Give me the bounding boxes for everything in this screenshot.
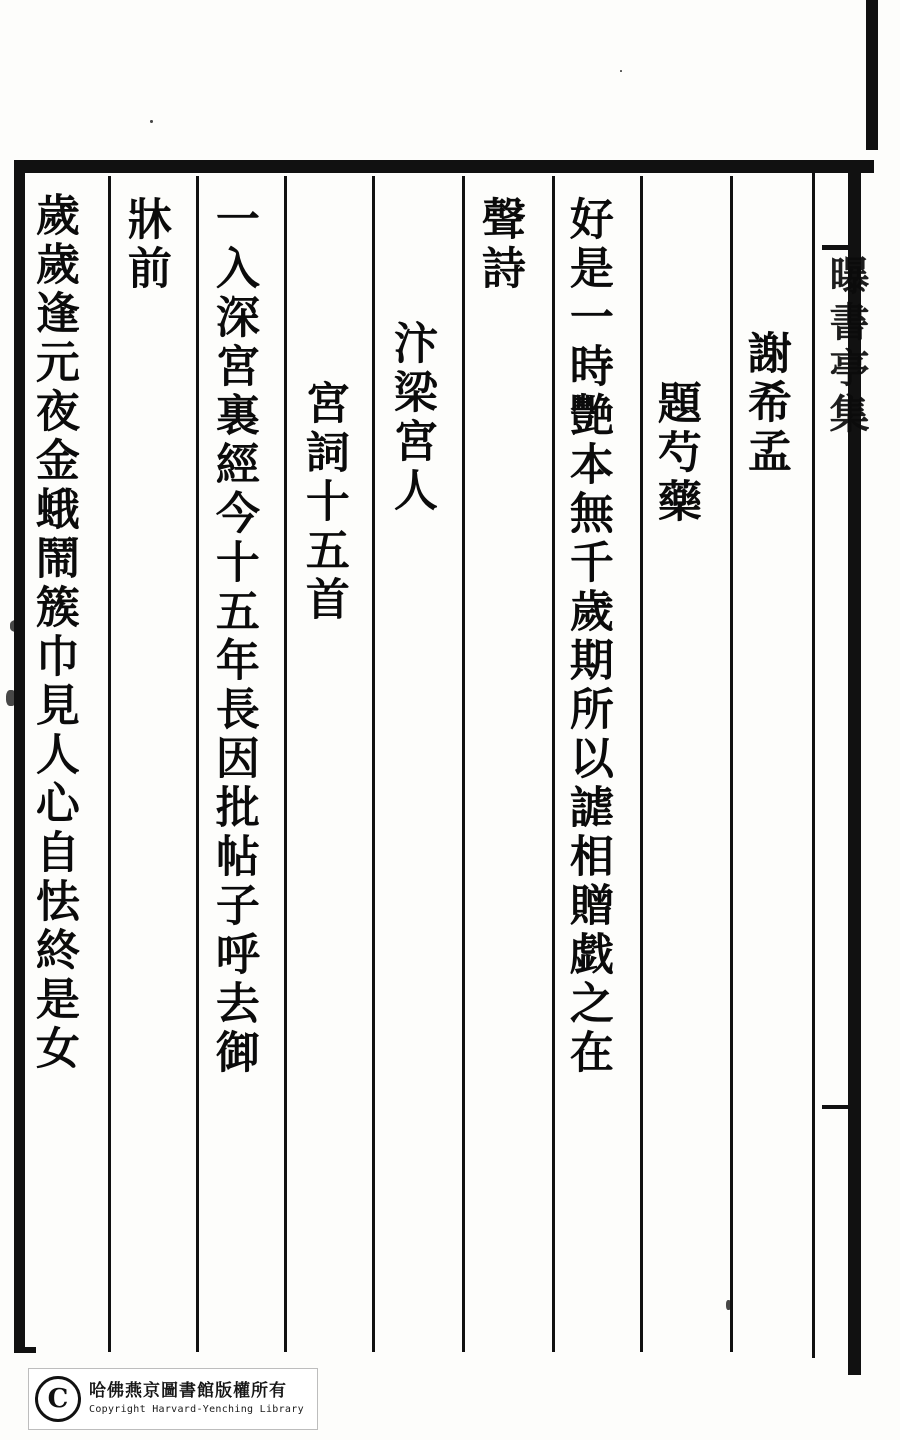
- library-copyright-stamp: [28, 1368, 318, 1430]
- text-column-2: 題芍藥: [649, 380, 701, 527]
- stamp-english-text: Copyright Harvard-Yenching Library: [89, 1404, 304, 1416]
- text-column-3: 好是一時艷本無千歲期所以謔相贈戯之在: [561, 196, 613, 1078]
- banxin-mark-upper: [822, 245, 848, 250]
- text-column-7: 一入深宮裏經今十五年長因批帖子呼去御: [207, 196, 259, 1078]
- stamp-text-block: [89, 1382, 304, 1417]
- text-column-4: 聲詩: [473, 196, 525, 294]
- copyright-icon: C: [35, 1376, 81, 1422]
- column-rule: [284, 176, 287, 1352]
- column-rule: [552, 176, 555, 1352]
- column-rule: [730, 176, 733, 1352]
- stamp-chinese-text: 哈佛燕京圖書館版權所有: [89, 1380, 287, 1401]
- banxin-edge-mark: [866, 0, 878, 150]
- scan-speck: [150, 120, 153, 123]
- page-frame-inner-rule: [812, 168, 815, 1358]
- banxin-title: 曝書亭集: [823, 255, 870, 439]
- text-column-6: 宮詞十五首: [297, 380, 349, 625]
- text-column-5: 汴梁宮人: [385, 320, 437, 516]
- page-frame-bottom-rule: [14, 1347, 36, 1353]
- text-column-9: 歲歲逢元夜金蛾鬧簇巾見人心自怯終是女: [27, 192, 79, 1074]
- column-rule: [108, 176, 111, 1352]
- text-column-1: 謝希孟: [739, 330, 791, 477]
- banxin-mark-lower: [822, 1105, 848, 1109]
- column-rule: [462, 176, 465, 1352]
- column-rule: [372, 176, 375, 1352]
- text-column-8: 牀前: [119, 196, 171, 294]
- column-rule: [196, 176, 199, 1352]
- scan-speck: [620, 70, 622, 72]
- column-rule: [640, 176, 643, 1352]
